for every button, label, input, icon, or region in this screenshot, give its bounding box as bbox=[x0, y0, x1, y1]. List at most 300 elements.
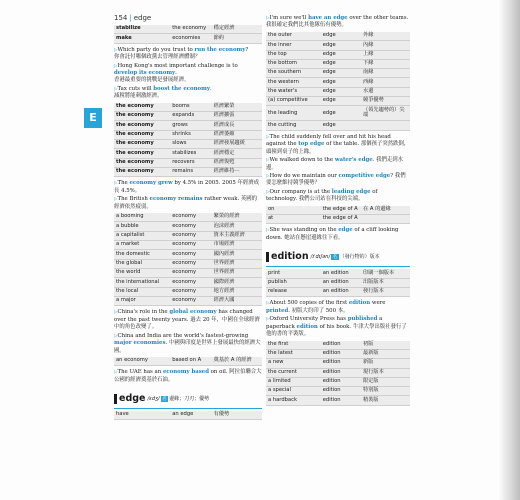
example-text: were bbox=[370, 300, 386, 307]
example-sentence bbox=[266, 189, 410, 204]
example-bullet-icon: ▷ bbox=[114, 86, 118, 92]
example-list bbox=[114, 309, 262, 355]
collocate-word: the top bbox=[266, 50, 321, 59]
example-bullet-icon: ▷ bbox=[114, 197, 118, 203]
highlighted-collocation: published bbox=[347, 316, 378, 323]
highlighted-collocation: global economy bbox=[169, 309, 217, 316]
highlighted-collocation: boost the economy bbox=[153, 85, 210, 92]
example-bullet-icon: ▷ bbox=[114, 63, 118, 69]
table-row bbox=[114, 222, 262, 231]
entry-heading-edition bbox=[266, 246, 410, 267]
entry-bar-icon bbox=[114, 394, 117, 404]
translation: 世界經濟 bbox=[212, 259, 262, 268]
translation: 現行版本 bbox=[361, 368, 410, 377]
table-row bbox=[266, 97, 410, 106]
example-sentence bbox=[266, 300, 410, 315]
table-row bbox=[114, 158, 262, 167]
collocate-word: the outer bbox=[266, 32, 321, 41]
collocate-word: a booming bbox=[114, 213, 170, 222]
example-sentence bbox=[114, 86, 262, 101]
collocate-pattern: edge bbox=[321, 121, 361, 130]
translation: 經濟萎縮 bbox=[212, 130, 262, 139]
example-text: Hong Kong's most important challenge is to bbox=[117, 62, 238, 69]
collocate-pattern: recovers bbox=[170, 158, 211, 167]
left-column bbox=[114, 14, 262, 423]
collocate-pattern: based on A bbox=[170, 357, 211, 366]
table-row bbox=[114, 121, 262, 130]
collocate-word: print bbox=[266, 269, 321, 278]
collocate-word: a major bbox=[114, 296, 170, 305]
example-bullet-icon: ▷ bbox=[266, 189, 270, 195]
example-bullet-icon: ▷ bbox=[114, 181, 118, 187]
translation: 國內經濟 bbox=[212, 250, 262, 259]
translation: 出版版本 bbox=[361, 278, 410, 287]
table-row bbox=[266, 287, 410, 296]
page-number: 154 bbox=[114, 14, 128, 22]
phonetic: /ɛdʒ/ bbox=[147, 395, 160, 402]
translation: 經濟復甦 bbox=[212, 158, 262, 167]
example-list bbox=[114, 47, 262, 101]
example-bullet-icon: ▷ bbox=[266, 174, 270, 180]
example-sentence bbox=[114, 369, 262, 384]
header-separator-icon: | bbox=[129, 14, 132, 22]
table-row bbox=[266, 106, 410, 121]
collocate-pattern: the economy bbox=[170, 25, 211, 34]
table-row bbox=[114, 278, 262, 287]
collocate-word: a hardback bbox=[266, 396, 321, 405]
example-sentence bbox=[114, 309, 262, 331]
example-sentence bbox=[266, 134, 410, 156]
example-bullet-icon: ▷ bbox=[114, 310, 118, 316]
headword: edge bbox=[119, 393, 146, 405]
collocate-word: the first bbox=[266, 341, 321, 350]
collocate-word: the economy bbox=[114, 112, 170, 121]
collocate-pattern: shrinks bbox=[170, 130, 211, 139]
collocate-word: the current bbox=[266, 368, 321, 377]
example-bullet-icon: ▷ bbox=[266, 301, 270, 307]
translation: 繁榮的經濟 bbox=[212, 213, 262, 222]
table-row bbox=[266, 50, 410, 59]
table-row bbox=[266, 387, 410, 396]
example-sentence bbox=[266, 316, 410, 338]
highlighted-collocation: top edge bbox=[298, 141, 325, 148]
table-row bbox=[114, 25, 262, 34]
example-sentence bbox=[114, 47, 262, 62]
collocate-word: a special bbox=[266, 387, 321, 396]
translation: 經濟穩定 bbox=[212, 149, 262, 158]
collocate-pattern: edge bbox=[321, 59, 361, 68]
collocate-pattern: edition bbox=[321, 377, 361, 386]
example-bullet-icon: ▷ bbox=[266, 317, 270, 323]
collocate-word: publish bbox=[266, 278, 321, 287]
collocate-word: on bbox=[266, 206, 321, 215]
collocate-pattern: an edition bbox=[321, 269, 361, 278]
example-text: . 中國與印度是世界上發展最快的經濟大國。 bbox=[114, 340, 261, 354]
collocate-pattern: economy bbox=[170, 268, 211, 277]
example-list bbox=[114, 180, 262, 211]
highlighted-collocation: water's edge bbox=[334, 157, 373, 164]
collocate-word: a capitalist bbox=[114, 231, 170, 240]
translation: 奠基於 A 的經濟 bbox=[212, 357, 262, 366]
example-translation: 香港最重要的挑戰是發展經濟。 bbox=[114, 77, 190, 84]
collocate-pattern: edition bbox=[321, 368, 361, 377]
table-row bbox=[266, 32, 410, 41]
collocate-pattern: the edge of A bbox=[321, 206, 361, 215]
entry-heading-edge bbox=[114, 388, 262, 409]
collocate-pattern: edge bbox=[321, 50, 361, 59]
collocate-pattern: edge bbox=[321, 69, 361, 78]
example-text: Tax cuts will bbox=[117, 85, 154, 92]
collocate-pattern: economy bbox=[170, 296, 211, 305]
collocate-pattern: stabilizes bbox=[170, 149, 211, 158]
collocate-word: make bbox=[114, 34, 170, 43]
example-text: a paperback bbox=[266, 316, 383, 330]
table-row bbox=[114, 130, 262, 139]
table-row bbox=[114, 241, 262, 250]
table-row bbox=[266, 368, 410, 377]
translation: 經濟擴張 bbox=[212, 112, 262, 121]
example-text: ? bbox=[245, 46, 249, 53]
table-row bbox=[114, 167, 262, 176]
right-column bbox=[266, 14, 410, 409]
running-head: edge bbox=[133, 14, 152, 22]
collocate-word: the water's bbox=[266, 87, 321, 96]
example-text: We walked down to the bbox=[269, 157, 335, 164]
collocate-word: the western bbox=[266, 78, 321, 87]
translation: 泡沫經濟 bbox=[212, 222, 262, 231]
example-text: . 初版大約印了 500 本。 bbox=[288, 307, 349, 314]
collocate-pattern: an edge bbox=[170, 411, 211, 420]
collocate-pattern: edition bbox=[321, 359, 361, 368]
example-bullet-icon: ▷ bbox=[114, 47, 118, 53]
collocation-table bbox=[266, 32, 410, 131]
example-sentence bbox=[266, 15, 410, 30]
highlighted-collocation: edition bbox=[348, 300, 371, 307]
collocation-table bbox=[114, 357, 262, 366]
highlighted-collocation: edge bbox=[338, 227, 353, 234]
collocation-table bbox=[266, 269, 410, 297]
collocate-word: the economy bbox=[114, 158, 170, 167]
example-text: on oil. 阿拉伯聯合大公國的經濟奠基於石油。 bbox=[114, 369, 262, 383]
translation bbox=[361, 215, 410, 224]
table-row bbox=[266, 215, 410, 224]
translation: 精裝版 bbox=[361, 396, 410, 405]
example-text: rather weak. 英國的經濟依然疲弱。 bbox=[114, 196, 258, 210]
table-row bbox=[114, 268, 262, 277]
table-row bbox=[114, 250, 262, 259]
table-row bbox=[266, 396, 410, 405]
example-text: has changed over the past twenty years. 過去 20 年，中國在全球經濟中的角色改變了。 bbox=[114, 309, 260, 331]
highlighted-collocation: economy grew bbox=[129, 180, 173, 187]
table-row bbox=[266, 41, 410, 50]
table-row bbox=[266, 359, 410, 368]
collocate-word: the leading bbox=[266, 106, 321, 121]
collocate-pattern: the edge of A bbox=[321, 215, 361, 224]
example-list bbox=[114, 369, 262, 384]
translation: 節約 bbox=[212, 34, 262, 43]
collocate-pattern: edge bbox=[321, 97, 361, 106]
collocate-word: the world bbox=[114, 268, 170, 277]
example-translation: 減稅將能刺激經濟。 bbox=[114, 93, 163, 100]
part-of-speech-badge: 名 bbox=[332, 254, 338, 260]
highlighted-collocation: edition bbox=[296, 323, 318, 330]
table-row bbox=[266, 87, 410, 96]
collocate-word: the economy bbox=[114, 103, 170, 112]
highlighted-collocation: develop its economy bbox=[114, 69, 176, 76]
example-bullet-icon: ▷ bbox=[266, 134, 270, 140]
collocate-word: the latest bbox=[266, 349, 321, 358]
example-text: The bbox=[117, 180, 130, 187]
page-header bbox=[114, 14, 262, 22]
example-translation: 你會託付哪個政黨去管理經濟體制？ bbox=[114, 54, 201, 61]
example-text: Oxford University Press has bbox=[269, 316, 348, 323]
example-text: The British bbox=[117, 196, 150, 203]
translation: 地方經濟 bbox=[212, 287, 262, 296]
example-text: How do we maintain our bbox=[269, 173, 339, 180]
example-bullet-icon: ▷ bbox=[266, 16, 270, 21]
example-text: over the other teams. 我很確定我們比其他隊伍有優勢。 bbox=[266, 15, 409, 29]
table-row bbox=[266, 278, 410, 287]
example-sentence bbox=[114, 63, 262, 85]
collocate-word: (a) competitive bbox=[266, 97, 321, 106]
example-bullet-icon: ▷ bbox=[266, 228, 270, 234]
example-list bbox=[266, 15, 410, 30]
example-text: She was standing on the bbox=[269, 227, 339, 234]
collocate-pattern: edge bbox=[321, 41, 361, 50]
table-row bbox=[266, 69, 410, 78]
example-text: The child suddenly fell over and hit his head against the bbox=[266, 133, 391, 148]
table-row bbox=[114, 140, 262, 149]
collocate-pattern: edition bbox=[321, 396, 361, 405]
highlighted-collocation: have an edge bbox=[308, 15, 348, 21]
collocate-pattern: edge bbox=[321, 87, 361, 96]
example-text: of the table. 那個孩子突然跌倒，頭撞到桌子的上緣。 bbox=[266, 141, 410, 155]
phonetic: /ɪˈdɪʃən/ bbox=[310, 253, 331, 260]
translation: 西緣 bbox=[361, 78, 410, 87]
example-list bbox=[266, 300, 410, 338]
table-row bbox=[114, 231, 262, 240]
example-sentence bbox=[266, 227, 410, 242]
collocate-word: an economy bbox=[114, 357, 170, 366]
translation: 南緣 bbox=[361, 69, 410, 78]
collocate-word: a limited bbox=[266, 377, 321, 386]
collocate-word: the international bbox=[114, 278, 170, 287]
translation: 穩定經濟 bbox=[212, 25, 262, 34]
table-row bbox=[114, 112, 262, 121]
collocate-pattern: expands bbox=[170, 112, 211, 121]
collocate-word: a new bbox=[266, 359, 321, 368]
example-text: The UAE has an bbox=[117, 369, 163, 376]
table-row bbox=[114, 34, 262, 43]
example-sentence bbox=[114, 180, 262, 195]
table-row bbox=[266, 269, 410, 278]
example-text: ? 我們要怎麼維持競爭優勢？ bbox=[266, 173, 406, 187]
example-list bbox=[266, 227, 410, 242]
collocate-word: stabilize bbox=[114, 25, 170, 34]
translation: 市場經濟 bbox=[212, 241, 262, 250]
collocate-word: the local bbox=[114, 287, 170, 296]
example-text: China and India are the world's fastest-growing bbox=[117, 332, 249, 339]
collocate-pattern: edition bbox=[321, 349, 361, 358]
collocate-word: the domestic bbox=[114, 250, 170, 259]
highlighted-collocation: run the economy bbox=[194, 46, 246, 53]
table-row bbox=[266, 206, 410, 215]
collocate-word: the inner bbox=[266, 41, 321, 50]
collocation-table bbox=[114, 411, 262, 420]
example-text: . bbox=[210, 85, 212, 92]
translation: 經濟發展趨緩 bbox=[212, 140, 262, 149]
collocate-pattern: booms bbox=[170, 103, 211, 112]
table-row bbox=[266, 377, 410, 386]
highlighted-collocation: competitive edge bbox=[338, 173, 391, 180]
collocate-pattern: economy bbox=[170, 259, 211, 268]
example-sentence bbox=[266, 157, 410, 172]
table-row bbox=[114, 411, 262, 420]
collocate-pattern: grows bbox=[170, 121, 211, 130]
table-row bbox=[114, 296, 262, 305]
translation: 上緣 bbox=[361, 50, 410, 59]
collocate-pattern: economy bbox=[170, 278, 211, 287]
table-row bbox=[114, 213, 262, 222]
collocate-pattern: edition bbox=[321, 341, 361, 350]
translation: 經濟大國 bbox=[212, 296, 262, 305]
translation: 初版 bbox=[361, 341, 410, 350]
collocate-word: the global bbox=[114, 259, 170, 268]
highlighted-collocation: printed bbox=[266, 307, 289, 314]
collocation-table bbox=[114, 103, 262, 178]
collocate-pattern: economy bbox=[170, 250, 211, 259]
example-bullet-icon: ▷ bbox=[114, 370, 118, 376]
example-text: About 500 copies of the first bbox=[269, 300, 349, 307]
example-text: of a cliff looking down. 她站在懸崖邊緣往下看。 bbox=[266, 227, 399, 241]
example-text: of his book. 牛津大學出版社發行了他的書的平裝版。 bbox=[266, 323, 407, 338]
entry-meaning: （發行物的）版本 bbox=[339, 254, 380, 261]
example-sentence bbox=[266, 173, 410, 188]
collocate-word: have bbox=[114, 411, 170, 420]
translation: 水邊 bbox=[361, 87, 410, 96]
translation: 新版 bbox=[361, 359, 410, 368]
translation: 外緣 bbox=[361, 32, 410, 41]
collocate-word: at bbox=[266, 215, 321, 224]
table-row bbox=[114, 149, 262, 158]
highlighted-collocation: economy remains bbox=[149, 196, 203, 203]
collocate-word: the economy bbox=[114, 149, 170, 158]
translation: 有優勢 bbox=[212, 411, 262, 420]
example-text: by 4.5% in 2005. 2005 年經濟成長 4.5%。 bbox=[114, 180, 260, 194]
collocate-pattern: economy bbox=[170, 241, 211, 250]
part-of-speech-badge: 名 bbox=[162, 396, 167, 402]
example-list bbox=[266, 134, 410, 204]
page-gutter-shadow bbox=[498, 0, 520, 500]
table-row bbox=[266, 121, 410, 130]
collocate-word: the economy bbox=[114, 167, 170, 176]
headword: edition bbox=[271, 251, 309, 263]
table-row bbox=[114, 357, 262, 366]
collocate-word: a bubble bbox=[114, 222, 170, 231]
table-row bbox=[266, 59, 410, 68]
collocate-word: the economy bbox=[114, 130, 170, 139]
translation: 競爭優勢 bbox=[361, 97, 410, 106]
collocate-word: release bbox=[266, 287, 321, 296]
collocate-pattern: an edition bbox=[321, 278, 361, 287]
example-text: I'm sure we'll bbox=[269, 15, 309, 21]
example-text: of technology. 我們公司站在科技的尖端。 bbox=[266, 188, 378, 203]
example-bullet-icon: ▷ bbox=[266, 158, 270, 164]
translation: 國際經濟 bbox=[212, 278, 262, 287]
example-text: Which party do you trust to bbox=[117, 46, 195, 53]
section-tab: E bbox=[84, 108, 102, 128]
translation: 限定版 bbox=[361, 377, 410, 386]
table-row bbox=[266, 349, 410, 358]
collocate-pattern: edge bbox=[321, 106, 361, 121]
example-text: Our company is at the bbox=[269, 188, 332, 195]
example-text: China's role in the bbox=[117, 309, 170, 316]
translation: 發行版本 bbox=[361, 287, 410, 296]
collocation-table bbox=[266, 206, 410, 225]
collocate-pattern: economy bbox=[170, 287, 211, 296]
translation: 資本主義經濟 bbox=[212, 231, 262, 240]
translation: 經濟維持⋯ bbox=[212, 167, 262, 176]
translation: 印刷一個版本 bbox=[361, 269, 410, 278]
example-sentence bbox=[114, 333, 262, 355]
entry-meaning: 邊緣；刀刃；優勢 bbox=[169, 396, 210, 403]
collocate-word: the southern bbox=[266, 69, 321, 78]
example-text: . 我們走到水邊。 bbox=[266, 157, 404, 171]
collocate-word: the cutting bbox=[266, 121, 321, 130]
collocate-pattern: economy bbox=[170, 213, 211, 222]
collocation-table bbox=[266, 341, 410, 406]
table-row bbox=[266, 341, 410, 350]
collocate-pattern: economy bbox=[170, 231, 211, 240]
translation: 經濟繁榮 bbox=[212, 103, 262, 112]
example-sentence bbox=[114, 196, 262, 211]
highlighted-collocation: economy based bbox=[162, 369, 209, 376]
highlighted-collocation: major economies bbox=[114, 340, 166, 347]
highlighted-collocation: leading edge bbox=[331, 188, 371, 195]
translation bbox=[361, 121, 410, 130]
table-row bbox=[114, 259, 262, 268]
collocate-word: the bottom bbox=[266, 59, 321, 68]
translation: 下緣 bbox=[361, 59, 410, 68]
collocate-pattern: economies bbox=[170, 34, 211, 43]
translation: 最新版 bbox=[361, 349, 410, 358]
table-row bbox=[114, 287, 262, 296]
translation: 在 A 的邊緣 bbox=[361, 206, 410, 215]
collocation-table bbox=[114, 25, 262, 44]
collocate-pattern: economy bbox=[170, 222, 211, 231]
translation: 世界經濟 bbox=[212, 268, 262, 277]
collocate-pattern: an edition bbox=[321, 287, 361, 296]
collocate-word: the economy bbox=[114, 140, 170, 149]
example-text: . bbox=[175, 69, 177, 76]
translation: 內緣 bbox=[361, 41, 410, 50]
example-bullet-icon: ▷ bbox=[114, 333, 118, 339]
collocate-pattern: edge bbox=[321, 78, 361, 87]
collocate-word: a market bbox=[114, 241, 170, 250]
collocation-table bbox=[114, 213, 262, 306]
translation: 經濟成長 bbox=[212, 121, 262, 130]
translation: （領先趨勢的）尖端 bbox=[361, 106, 410, 121]
collocate-pattern: remains bbox=[170, 167, 211, 176]
table-row bbox=[114, 103, 262, 112]
collocate-pattern: slows bbox=[170, 140, 211, 149]
translation: 特別版 bbox=[361, 387, 410, 396]
collocate-pattern: edge bbox=[321, 32, 361, 41]
collocate-pattern: edition bbox=[321, 387, 361, 396]
table-row bbox=[266, 78, 410, 87]
collocate-word: the economy bbox=[114, 121, 170, 130]
entry-bar-icon bbox=[266, 252, 269, 262]
